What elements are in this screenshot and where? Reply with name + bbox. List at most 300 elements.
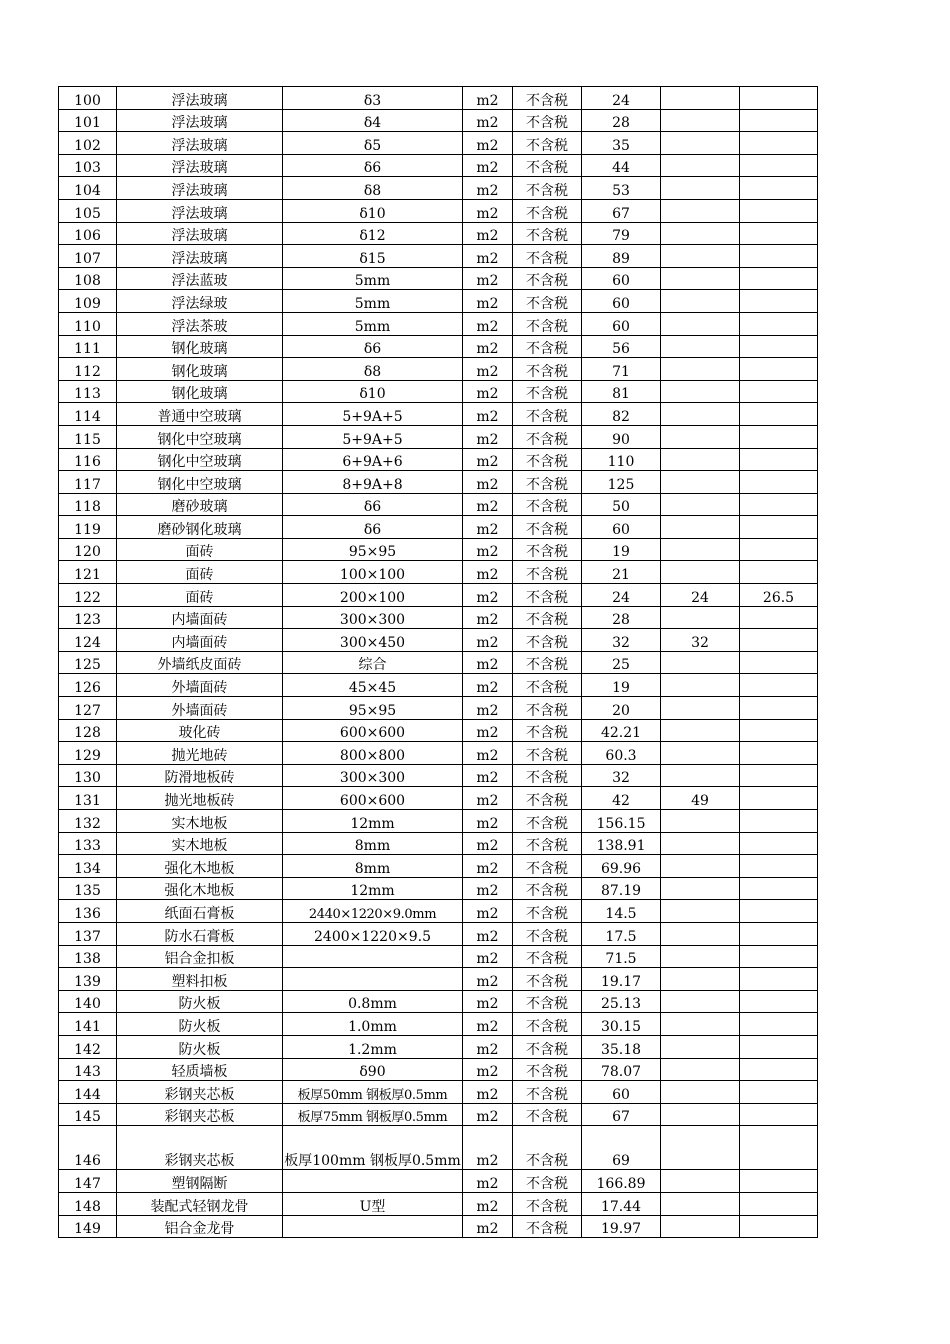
item-price-cell: 79: [582, 222, 661, 245]
item-name-cell: 浮法玻璃: [117, 109, 283, 132]
item-unit-cell: m2: [463, 1013, 513, 1036]
table-row: [59, 674, 818, 697]
item-unit-cell: m2: [463, 516, 513, 539]
item-tax-cell: 不含税: [513, 222, 582, 245]
item-unit-cell: m2: [463, 538, 513, 561]
item-price3-cell: [740, 1126, 818, 1170]
item-price2-cell: [661, 719, 740, 742]
item-name-cell: 钢化中空玻璃: [117, 448, 283, 471]
item-spec-cell: 8+9A+8: [283, 471, 463, 494]
item-spec-cell: δ90: [283, 1058, 463, 1081]
item-unit-cell: m2: [463, 945, 513, 968]
table-row: [59, 471, 818, 494]
item-name-cell: 内墙面砖: [117, 629, 283, 652]
table-row: [59, 177, 818, 200]
item-price2-cell: [661, 1081, 740, 1104]
table-row: [59, 922, 818, 945]
item-price-cell: 110: [582, 448, 661, 471]
item-name-cell: 外墙面砖: [117, 674, 283, 697]
item-price-cell: 138.91: [582, 832, 661, 855]
item-price3-cell: [740, 1192, 818, 1215]
table-row: [59, 87, 818, 110]
item-unit-cell: m2: [463, 471, 513, 494]
table-row: [59, 222, 818, 245]
item-price3-cell: [740, 177, 818, 200]
item-unit-cell: m2: [463, 358, 513, 381]
item-unit-cell: m2: [463, 629, 513, 652]
item-unit-cell: m2: [463, 245, 513, 268]
item-unit-cell: m2: [463, 1126, 513, 1170]
item-price3-cell: [740, 245, 818, 268]
item-tax-cell: 不含税: [513, 132, 582, 155]
item-unit-cell: m2: [463, 855, 513, 878]
item-name-cell: 塑钢隔断: [117, 1170, 283, 1193]
item-spec-cell: 600×600: [283, 787, 463, 810]
table-row: [59, 199, 818, 222]
item-number-cell: 148: [59, 1192, 117, 1215]
item-price2-cell: [661, 335, 740, 358]
item-number-cell: 124: [59, 629, 117, 652]
table-row: [59, 697, 818, 720]
table-row: [59, 900, 818, 923]
item-number-cell: 122: [59, 584, 117, 607]
item-price2-cell: [661, 855, 740, 878]
item-price2-cell: [661, 742, 740, 765]
item-price-cell: 156.15: [582, 810, 661, 833]
item-tax-cell: 不含税: [513, 922, 582, 945]
item-price2-cell: [661, 1013, 740, 1036]
item-price2-cell: [661, 290, 740, 313]
item-number-cell: 126: [59, 674, 117, 697]
table-row: [59, 606, 818, 629]
item-number-cell: 135: [59, 877, 117, 900]
item-tax-cell: 不含税: [513, 945, 582, 968]
item-tax-cell: 不含税: [513, 267, 582, 290]
item-price3-cell: [740, 471, 818, 494]
item-price2-cell: [661, 968, 740, 991]
item-number-cell: 101: [59, 109, 117, 132]
item-unit-cell: m2: [463, 87, 513, 110]
item-unit-cell: m2: [463, 109, 513, 132]
item-unit-cell: m2: [463, 1215, 513, 1238]
item-price2-cell: [661, 697, 740, 720]
item-price-cell: 32: [582, 764, 661, 787]
item-name-cell: 内墙面砖: [117, 606, 283, 629]
item-price-cell: 28: [582, 109, 661, 132]
item-price3-cell: [740, 742, 818, 765]
item-number-cell: 132: [59, 810, 117, 833]
item-price-cell: 60.3: [582, 742, 661, 765]
item-name-cell: 实木地板: [117, 810, 283, 833]
item-unit-cell: m2: [463, 267, 513, 290]
item-price2-cell: [661, 538, 740, 561]
item-name-cell: 磨砂玻璃: [117, 493, 283, 516]
item-tax-cell: 不含税: [513, 651, 582, 674]
table-row: [59, 312, 818, 335]
item-price3-cell: [740, 222, 818, 245]
item-tax-cell: 不含税: [513, 358, 582, 381]
item-name-cell: 抛光地砖: [117, 742, 283, 765]
item-spec-cell: [283, 945, 463, 968]
item-name-cell: 玻化砖: [117, 719, 283, 742]
item-price2-cell: [661, 516, 740, 539]
item-price-cell: 60: [582, 312, 661, 335]
item-tax-cell: 不含税: [513, 199, 582, 222]
item-price-cell: 71: [582, 358, 661, 381]
item-price-cell: 25: [582, 651, 661, 674]
item-name-cell: 浮法玻璃: [117, 132, 283, 155]
item-price-cell: 24: [582, 87, 661, 110]
item-number-cell: 103: [59, 154, 117, 177]
item-number-cell: 113: [59, 380, 117, 403]
item-price2-cell: [661, 561, 740, 584]
item-spec-cell: 800×800: [283, 742, 463, 765]
item-price2-cell: [661, 900, 740, 923]
item-number-cell: 147: [59, 1170, 117, 1193]
item-spec-cell: 5+9A+5: [283, 403, 463, 426]
price-table-body: [59, 87, 818, 1238]
table-row: [59, 719, 818, 742]
item-price-cell: 69.96: [582, 855, 661, 878]
item-price-cell: 28: [582, 606, 661, 629]
item-unit-cell: m2: [463, 764, 513, 787]
item-price3-cell: [740, 606, 818, 629]
item-price-cell: 19: [582, 674, 661, 697]
item-number-cell: 104: [59, 177, 117, 200]
item-spec-cell: 5mm: [283, 267, 463, 290]
item-tax-cell: 不含税: [513, 1035, 582, 1058]
item-tax-cell: 不含税: [513, 1058, 582, 1081]
item-number-cell: 108: [59, 267, 117, 290]
item-number-cell: 102: [59, 132, 117, 155]
table-row: [59, 1170, 818, 1193]
item-number-cell: 100: [59, 87, 117, 110]
item-tax-cell: 不含税: [513, 516, 582, 539]
item-price3-cell: [740, 629, 818, 652]
item-unit-cell: m2: [463, 606, 513, 629]
item-tax-cell: 不含税: [513, 448, 582, 471]
item-unit-cell: m2: [463, 719, 513, 742]
item-spec-cell: 8mm: [283, 832, 463, 855]
item-price-cell: 87.19: [582, 877, 661, 900]
table-row: [59, 1035, 818, 1058]
item-spec-cell: δ6: [283, 154, 463, 177]
item-price3-cell: [740, 154, 818, 177]
item-price2-cell: 32: [661, 629, 740, 652]
item-number-cell: 130: [59, 764, 117, 787]
item-price-cell: 60: [582, 1081, 661, 1104]
item-number-cell: 114: [59, 403, 117, 426]
item-price2-cell: [661, 1192, 740, 1215]
item-tax-cell: 不含税: [513, 403, 582, 426]
table-row: [59, 742, 818, 765]
item-price-cell: 78.07: [582, 1058, 661, 1081]
item-unit-cell: m2: [463, 425, 513, 448]
item-price-cell: 20: [582, 697, 661, 720]
item-price2-cell: [661, 109, 740, 132]
table-row: [59, 245, 818, 268]
item-unit-cell: m2: [463, 154, 513, 177]
item-number-cell: 128: [59, 719, 117, 742]
item-name-cell: 浮法玻璃: [117, 245, 283, 268]
item-price3-cell: [740, 1215, 818, 1238]
item-number-cell: 149: [59, 1215, 117, 1238]
item-price3-cell: [740, 877, 818, 900]
item-price-cell: 89: [582, 245, 661, 268]
item-name-cell: 浮法玻璃: [117, 177, 283, 200]
table-row: [59, 945, 818, 968]
item-number-cell: 133: [59, 832, 117, 855]
item-name-cell: 铝合金扣板: [117, 945, 283, 968]
item-unit-cell: m2: [463, 787, 513, 810]
item-price-cell: 17.44: [582, 1192, 661, 1215]
item-price2-cell: [661, 358, 740, 381]
item-price-cell: 69: [582, 1126, 661, 1170]
item-tax-cell: 不含税: [513, 493, 582, 516]
item-number-cell: 145: [59, 1103, 117, 1126]
item-name-cell: 浮法玻璃: [117, 87, 283, 110]
item-tax-cell: 不含税: [513, 380, 582, 403]
item-name-cell: 浮法蓝玻: [117, 267, 283, 290]
item-number-cell: 125: [59, 651, 117, 674]
item-unit-cell: m2: [463, 1058, 513, 1081]
table-row: [59, 1126, 818, 1170]
item-number-cell: 146: [59, 1126, 117, 1170]
item-tax-cell: 不含税: [513, 697, 582, 720]
item-number-cell: 127: [59, 697, 117, 720]
item-name-cell: 防火板: [117, 1035, 283, 1058]
item-price3-cell: [740, 109, 818, 132]
item-price3-cell: [740, 380, 818, 403]
item-spec-cell: [283, 1170, 463, 1193]
item-price2-cell: [661, 132, 740, 155]
item-number-cell: 138: [59, 945, 117, 968]
item-spec-cell: 综合: [283, 651, 463, 674]
item-spec-cell: 300×300: [283, 606, 463, 629]
item-spec-cell: δ15: [283, 245, 463, 268]
item-tax-cell: 不含税: [513, 787, 582, 810]
item-price2-cell: [661, 1035, 740, 1058]
item-spec-cell: δ10: [283, 380, 463, 403]
item-name-cell: 防火板: [117, 1013, 283, 1036]
item-price-cell: 60: [582, 516, 661, 539]
item-name-cell: 浮法茶玻: [117, 312, 283, 335]
item-number-cell: 111: [59, 335, 117, 358]
item-name-cell: 浮法绿玻: [117, 290, 283, 313]
item-price3-cell: [740, 132, 818, 155]
item-price2-cell: [661, 87, 740, 110]
item-price2-cell: [661, 199, 740, 222]
table-row: [59, 584, 818, 607]
item-tax-cell: 不含税: [513, 538, 582, 561]
item-tax-cell: 不含税: [513, 177, 582, 200]
item-price2-cell: [661, 380, 740, 403]
item-spec-cell: δ6: [283, 516, 463, 539]
item-price2-cell: [661, 1126, 740, 1170]
item-price3-cell: [740, 990, 818, 1013]
item-tax-cell: 不含税: [513, 561, 582, 584]
item-price2-cell: [661, 245, 740, 268]
item-spec-cell: 1.0mm: [283, 1013, 463, 1036]
item-tax-cell: 不含税: [513, 855, 582, 878]
item-price-cell: 44: [582, 154, 661, 177]
item-price3-cell: [740, 787, 818, 810]
item-number-cell: 106: [59, 222, 117, 245]
item-price3-cell: [740, 87, 818, 110]
item-price-cell: 19: [582, 538, 661, 561]
item-price2-cell: [661, 606, 740, 629]
item-unit-cell: m2: [463, 697, 513, 720]
item-unit-cell: m2: [463, 561, 513, 584]
item-price2-cell: 24: [661, 584, 740, 607]
item-price-cell: 30.15: [582, 1013, 661, 1036]
item-number-cell: 139: [59, 968, 117, 991]
item-price3-cell: [740, 764, 818, 787]
price-table: [58, 86, 818, 1238]
item-price3-cell: [740, 1035, 818, 1058]
table-row: [59, 109, 818, 132]
item-tax-cell: 不含税: [513, 109, 582, 132]
item-tax-cell: 不含税: [513, 719, 582, 742]
item-spec-cell: 12mm: [283, 877, 463, 900]
item-name-cell: 钢化玻璃: [117, 335, 283, 358]
table-row: [59, 990, 818, 1013]
item-number-cell: 143: [59, 1058, 117, 1081]
item-unit-cell: m2: [463, 380, 513, 403]
item-name-cell: 浮法玻璃: [117, 199, 283, 222]
item-price-cell: 67: [582, 1103, 661, 1126]
table-row: [59, 855, 818, 878]
item-price-cell: 17.5: [582, 922, 661, 945]
item-price2-cell: [661, 990, 740, 1013]
item-unit-cell: m2: [463, 584, 513, 607]
item-tax-cell: 不含税: [513, 990, 582, 1013]
item-price2-cell: [661, 222, 740, 245]
item-spec-cell: δ6: [283, 335, 463, 358]
item-unit-cell: m2: [463, 290, 513, 313]
item-unit-cell: m2: [463, 177, 513, 200]
item-spec-cell: δ8: [283, 177, 463, 200]
item-name-cell: 外墙纸皮面砖: [117, 651, 283, 674]
item-spec-cell: 板厚50mm 钢板厚0.5mm: [283, 1081, 463, 1104]
item-price3-cell: [740, 968, 818, 991]
table-row: [59, 448, 818, 471]
item-unit-cell: m2: [463, 448, 513, 471]
item-price-cell: 32: [582, 629, 661, 652]
item-price-cell: 19.17: [582, 968, 661, 991]
item-tax-cell: 不含税: [513, 312, 582, 335]
item-price3-cell: [740, 199, 818, 222]
item-price3-cell: [740, 651, 818, 674]
item-number-cell: 129: [59, 742, 117, 765]
item-name-cell: 装配式轻钢龙骨: [117, 1192, 283, 1215]
item-price2-cell: [661, 651, 740, 674]
item-price2-cell: [661, 493, 740, 516]
item-spec-cell: δ8: [283, 358, 463, 381]
item-unit-cell: m2: [463, 312, 513, 335]
item-number-cell: 109: [59, 290, 117, 313]
item-price2-cell: [661, 674, 740, 697]
item-price-cell: 166.89: [582, 1170, 661, 1193]
item-price-cell: 35: [582, 132, 661, 155]
item-name-cell: 钢化玻璃: [117, 358, 283, 381]
item-spec-cell: δ5: [283, 132, 463, 155]
item-price3-cell: [740, 538, 818, 561]
item-number-cell: 120: [59, 538, 117, 561]
item-spec-cell: δ6: [283, 493, 463, 516]
item-price2-cell: [661, 1058, 740, 1081]
item-unit-cell: m2: [463, 877, 513, 900]
item-price2-cell: [661, 832, 740, 855]
item-unit-cell: m2: [463, 968, 513, 991]
item-spec-cell: 95×95: [283, 697, 463, 720]
item-price-cell: 24: [582, 584, 661, 607]
item-unit-cell: m2: [463, 222, 513, 245]
item-name-cell: 面砖: [117, 561, 283, 584]
item-spec-cell: 5mm: [283, 290, 463, 313]
table-row: [59, 425, 818, 448]
item-price2-cell: [661, 267, 740, 290]
item-tax-cell: 不含税: [513, 1192, 582, 1215]
item-unit-cell: m2: [463, 810, 513, 833]
item-number-cell: 121: [59, 561, 117, 584]
item-price3-cell: [740, 832, 818, 855]
item-price2-cell: 49: [661, 787, 740, 810]
item-price3-cell: [740, 900, 818, 923]
item-spec-cell: 5mm: [283, 312, 463, 335]
item-price-cell: 53: [582, 177, 661, 200]
item-spec-cell: 200×100: [283, 584, 463, 607]
item-number-cell: 107: [59, 245, 117, 268]
item-spec-cell: 2400×1220×9.5: [283, 922, 463, 945]
item-unit-cell: m2: [463, 132, 513, 155]
item-unit-cell: m2: [463, 1035, 513, 1058]
item-unit-cell: m2: [463, 742, 513, 765]
table-row: [59, 132, 818, 155]
item-price-cell: 14.5: [582, 900, 661, 923]
item-price3-cell: [740, 358, 818, 381]
item-name-cell: 彩钢夹芯板: [117, 1081, 283, 1104]
item-unit-cell: m2: [463, 922, 513, 945]
item-price2-cell: [661, 764, 740, 787]
item-number-cell: 123: [59, 606, 117, 629]
item-price3-cell: [740, 312, 818, 335]
item-price2-cell: [661, 945, 740, 968]
item-price-cell: 42: [582, 787, 661, 810]
item-number-cell: 105: [59, 199, 117, 222]
table-row: [59, 538, 818, 561]
item-price3-cell: [740, 945, 818, 968]
item-name-cell: 钢化中空玻璃: [117, 425, 283, 448]
item-price2-cell: [661, 1103, 740, 1126]
table-row: [59, 561, 818, 584]
table-row: [59, 1081, 818, 1104]
item-unit-cell: m2: [463, 990, 513, 1013]
item-name-cell: 塑料扣板: [117, 968, 283, 991]
table-row: [59, 358, 818, 381]
table-row: [59, 810, 818, 833]
item-tax-cell: 不含税: [513, 877, 582, 900]
item-price2-cell: [661, 810, 740, 833]
table-row: [59, 1058, 818, 1081]
item-spec-cell: 300×450: [283, 629, 463, 652]
item-price-cell: 90: [582, 425, 661, 448]
item-tax-cell: 不含税: [513, 87, 582, 110]
item-name-cell: 磨砂钢化玻璃: [117, 516, 283, 539]
table-row: [59, 267, 818, 290]
item-price3-cell: [740, 855, 818, 878]
item-price2-cell: [661, 877, 740, 900]
